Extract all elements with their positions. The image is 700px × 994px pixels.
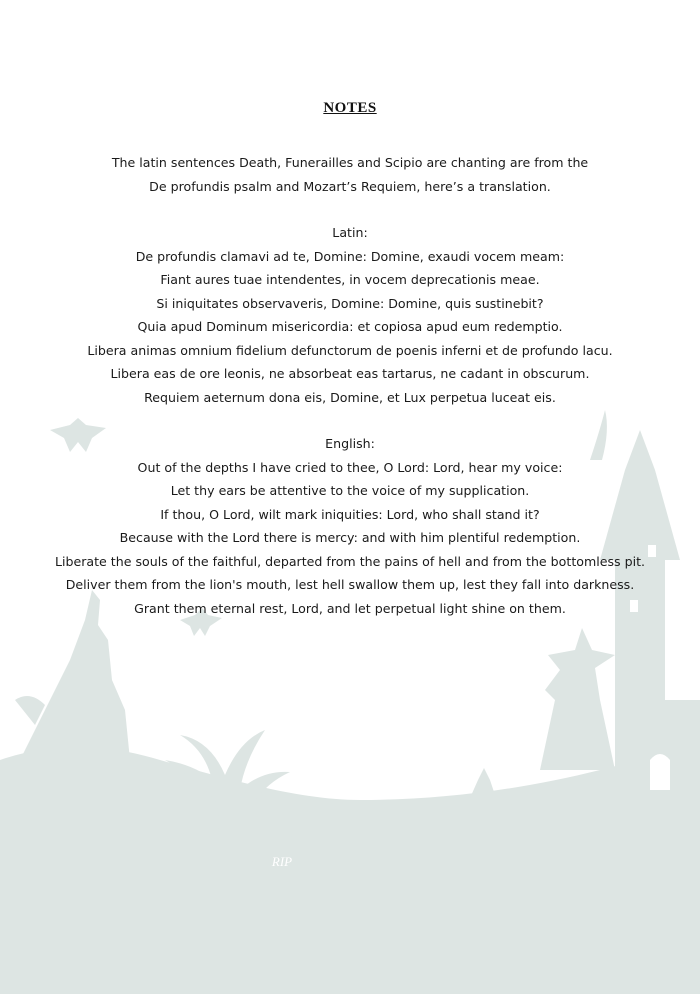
english-line: Because with the Lord there is mercy: and with him plentiful redemption. bbox=[119, 530, 581, 545]
latin-heading: Latin: bbox=[332, 225, 368, 240]
english-line: Let thy ears be attentive to the voice of my supplication. bbox=[170, 483, 530, 498]
english-line: Deliver them from the lion's mouth, lest hell swallow them up, lest they fall into darkness. bbox=[65, 577, 635, 592]
latin-section bbox=[0, 221, 700, 409]
latin-line: Fiant aures tuae intendentes, in vocem deprecationis meae. bbox=[160, 272, 540, 287]
english-line: Grant them eternal rest, Lord, and let perpetual light shine on them. bbox=[134, 600, 566, 616]
hill-silhouette bbox=[0, 740, 700, 994]
latin-line: Requiem aeternum dona eis, Domine, et Lux perpetua luceat eis. bbox=[144, 389, 556, 405]
latin-line: Quia apud Dominum misericordia: et copiosa apud eum redemptio. bbox=[137, 319, 563, 334]
tombstone-text: RIP bbox=[271, 854, 293, 869]
latin-line: Libera eas de ore leonis, ne absorbeat eas tartarus, ne cadant in obscurum. bbox=[110, 366, 590, 381]
latin-line: Si iniquitates observaveris, Domine: Domine, quis sustinebit? bbox=[156, 295, 544, 311]
english-line: Out of the depths I have cried to thee, O Lord: Lord, hear my voice: bbox=[137, 459, 563, 475]
intro-paragraph bbox=[0, 151, 700, 198]
intro-line: De profundis psalm and Mozart’s Requiem, here’s a translation. bbox=[149, 178, 551, 194]
english-line: If thou, O Lord, wilt mark iniquities: Lord, who shall stand it? bbox=[160, 506, 540, 522]
english-heading: English: bbox=[325, 436, 375, 451]
witch-silhouette bbox=[540, 628, 615, 770]
intro-line: The latin sentences Death, Funerailles and Scipio are chanting are from the bbox=[111, 155, 589, 170]
english-line: Liberate the souls of the faithful, departed from the pains of hell and from the bottomless pit. bbox=[54, 553, 646, 569]
english-section bbox=[0, 432, 700, 620]
latin-line: Libera animas omnium fidelium defunctorum de poenis inferni et de profundo lacu. bbox=[87, 342, 613, 358]
page-title: NOTES bbox=[323, 100, 377, 116]
latin-line: De profundis clamavi ad te, Domine: Domine, exaudi vocem meam: bbox=[135, 248, 565, 264]
